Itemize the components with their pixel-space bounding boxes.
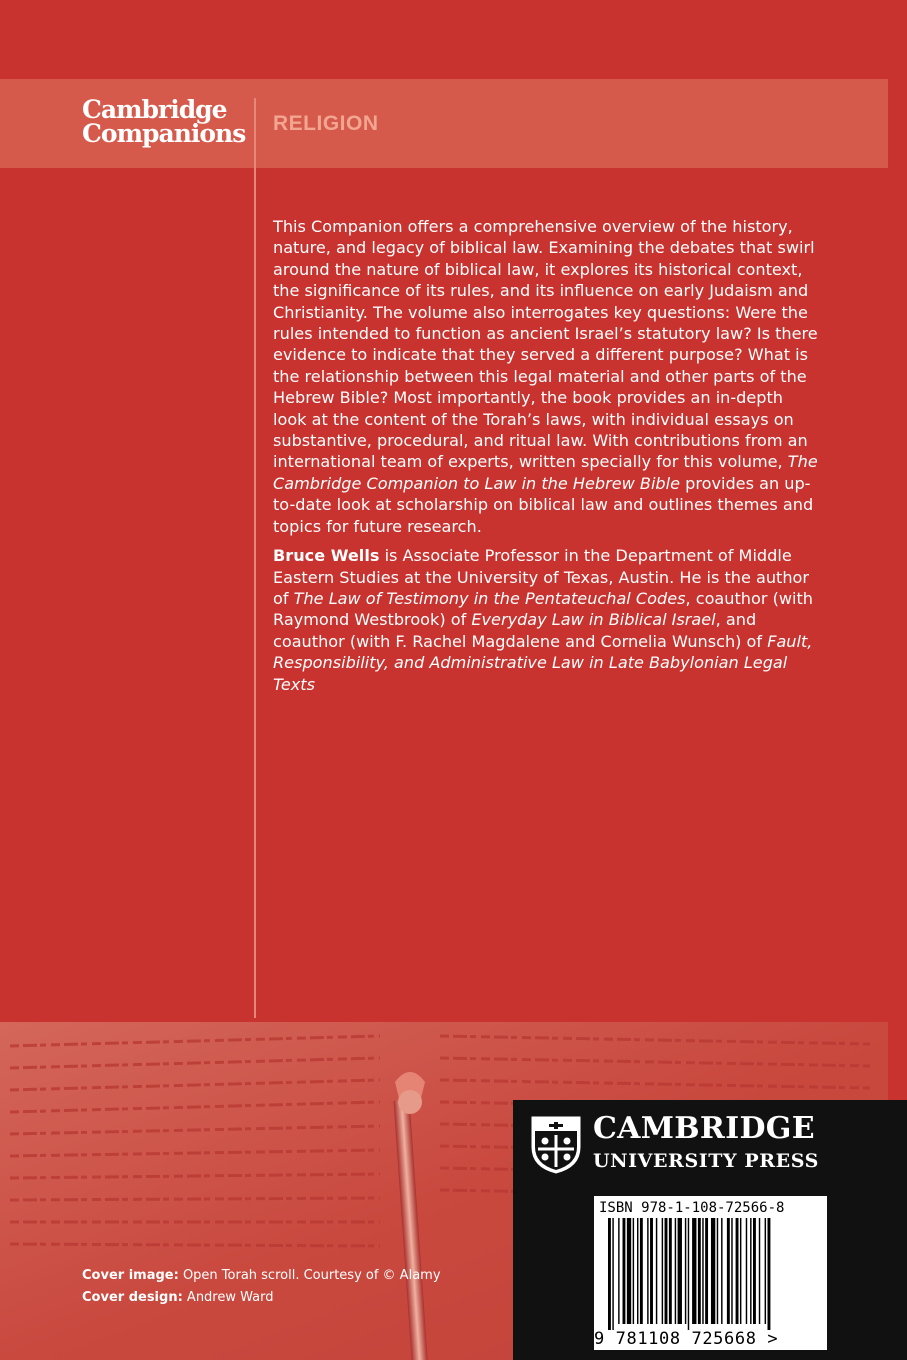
cover-image-value: Open Torah scroll. Courtesy of © Alamy <box>182 1268 441 1283</box>
series-label: RELIGION <box>273 112 379 135</box>
isbn-label: ISBN 978-1-108-72566-8 <box>599 1200 785 1216</box>
university-crest-icon <box>530 1115 582 1175</box>
series-logo <box>82 95 252 148</box>
publisher-press: UNIVERSITY PRESS <box>593 1150 819 1172</box>
barcode-bar <box>640 1218 643 1324</box>
barcode-bar <box>623 1218 626 1324</box>
barcode-bar <box>746 1218 747 1324</box>
barcode-bar <box>656 1218 657 1324</box>
barcode-bar <box>750 1218 751 1324</box>
divider-line <box>254 98 256 1018</box>
cover-credits <box>82 1265 441 1309</box>
barcode-bar <box>705 1218 708 1324</box>
logo-line-2: Companions <box>82 119 246 148</box>
barcode-bar <box>740 1218 741 1324</box>
description-end: provides an up-to-date look at scholarship on biblical law and outlines themes and topics for future research. <box>273 473 814 536</box>
barcode-bar <box>678 1218 682 1324</box>
barcode-bar <box>711 1218 715 1324</box>
author-book-3: Fault, Responsibility, and Administrative Law in Late Babylonian Legal Texts <box>273 631 813 694</box>
barcode-bar <box>731 1218 732 1324</box>
cover-design-credit <box>82 1287 441 1309</box>
barcode-bar <box>618 1218 619 1324</box>
barcode-bar <box>675 1218 676 1324</box>
publisher-block <box>513 1100 907 1360</box>
barcode-bar <box>721 1218 722 1324</box>
barcode-bar <box>665 1218 668 1324</box>
barcode-image <box>594 1218 827 1330</box>
barcode-bar <box>637 1218 638 1324</box>
blurb <box>273 216 818 703</box>
barcode-bar <box>702 1218 703 1324</box>
cover-design-label: Cover design: <box>82 1290 183 1305</box>
cover-design-value: Andrew Ward <box>186 1290 274 1305</box>
barcode-bar <box>627 1218 631 1324</box>
barcode-panel <box>594 1196 827 1350</box>
barcode-bar <box>759 1218 760 1324</box>
barcode-bar <box>608 1218 611 1330</box>
barcode-bar <box>692 1218 696 1324</box>
author-book-1: The Law of Testimony in the Pentateuchal Codes <box>293 588 686 608</box>
author-book-2: Everyday Law in Biblical Israel <box>471 610 716 630</box>
barcode-bar <box>765 1218 766 1324</box>
description-title: The Cambridge Companion to Law in the Hebrew Bible <box>273 452 818 493</box>
barcode-bar <box>753 1218 756 1324</box>
author-bio <box>273 545 818 695</box>
author-name: Bruce Wells <box>273 546 380 566</box>
barcode-bar <box>633 1218 634 1324</box>
author-bio-2: , coauthor (with Raymond Westbrook) of <box>273 588 814 630</box>
barcode-digits: 9 781108 725668 > <box>594 1329 779 1349</box>
barcode-bar <box>688 1218 689 1330</box>
barcode-bar <box>612 1218 613 1330</box>
description <box>273 216 818 537</box>
barcode-bar <box>647 1218 648 1324</box>
barcode-bar <box>669 1218 672 1324</box>
cover-image-credit <box>82 1265 441 1287</box>
barcode-bar <box>685 1218 686 1324</box>
barcode-bar <box>768 1218 771 1330</box>
barcode-bar <box>727 1218 730 1324</box>
publisher-name: CAMBRIDGE <box>593 1111 815 1146</box>
barcode-bar <box>662 1218 663 1324</box>
barcode-bar <box>650 1218 653 1324</box>
cover-image-label: Cover image: <box>82 1268 179 1283</box>
barcode-bar <box>736 1218 739 1324</box>
logo-line-1: Cambridge <box>82 95 227 124</box>
author-bio-1: is Associate Professor in the Department of Middle Eastern Studies at the University of Texas, Austin. He is the author of <box>273 546 810 608</box>
author-bio-3: , and coauthor (with F. Rachel Magdalene and Cornelia Wunsch) of <box>273 610 763 651</box>
barcode-bar <box>717 1218 718 1324</box>
description-text: This Companion offers a comprehensive overview of the history, nature, and legacy of biblical law. Examining the debates that swirl around the nature of biblical law, it explores its historical context, the significance of its rules, and its influence on early Judaism and Christianity. The volume also interrogates key questions: Were the rules intended to function as ancient Israel’s statutory law? Is there evidence to indicate that they served a different purpose? What is the relationship between this legal material and other parts of the Hebrew Bible? Most importantly, the book provides an in-depth look at the content of the Torah’s laws, with individual essays on substantive, procedural, and ritual law. With contributions from an international team of experts, written specially for this volume, <box>273 217 818 472</box>
barcode-bar <box>698 1218 701 1324</box>
